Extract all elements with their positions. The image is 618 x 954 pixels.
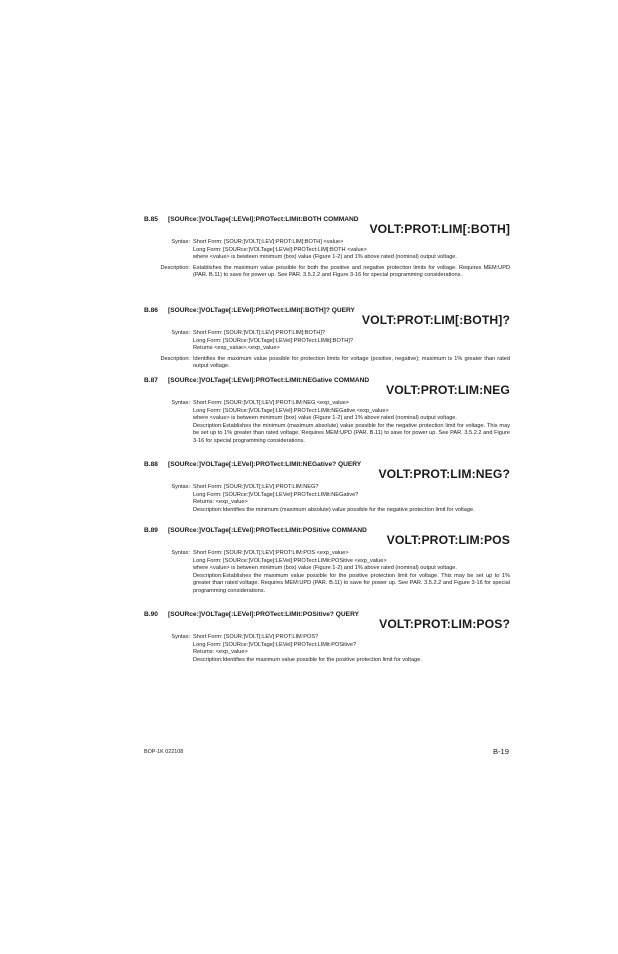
section-title: [SOURce:]VOLTage[:LEVel]:PROTect:LIMit:POSitive? QUERY xyxy=(168,611,359,618)
body-line: Short Form: [SOUR:]VOLT[:LEV]:PROT:LIM:POS? xyxy=(193,634,319,640)
syntax-row xyxy=(144,634,510,664)
section-number: B.86 xyxy=(144,307,158,314)
body-line: Long Form: [SOURce:]VOLTage[:LEVel]:PROTect:LIMit:NEGative? xyxy=(193,491,359,498)
syntax-row xyxy=(144,239,510,262)
section-title: [SOURce:]VOLTage[:LEVel]:PROTect:LIMit:BOTH COMMAND xyxy=(168,216,359,223)
body-line: Description:Establishes the minimum (maximum absolute) value possible for the negative protection limit for voltage. This may be set up to 1% greater than rated voltage. Requires MEM:UPD (PAR. B.11) to save for power up. See PAR. 3.5.2.2 and Figure 3-16 for special programming considerations. xyxy=(193,422,510,444)
command-mnemonic: VOLT:PROT:LIM:POS xyxy=(386,533,510,547)
row-label: Syntax: xyxy=(171,400,190,406)
row-label: Syntax: xyxy=(171,550,190,556)
section-b89 xyxy=(144,527,510,596)
body-line: Description:Identifies the minimum (maximum absolute) value possible for the negative protection limit for voltage. xyxy=(193,506,475,513)
row-label: Description: xyxy=(160,264,190,271)
body-line: Short Form: [SOUR:]VOLT[:LEV]:PROT:LIM:NEG <exp_value> xyxy=(193,400,349,406)
row-label: Description: xyxy=(160,355,190,362)
command-mnemonic: VOLT:PROT:LIM:NEG? xyxy=(378,467,510,481)
description-row xyxy=(144,356,510,371)
section-b90 xyxy=(144,611,510,664)
section-title: [SOURce:]VOLTage[:LEVel]:PROTect:LIMit[:BOTH]? QUERY xyxy=(168,307,355,314)
body-line: Long Form: [SOURce:]VOLTage[:LEVel]:PROTect:LIMit[:BOTH]? xyxy=(193,337,353,344)
body-line: Long Form: [SOURce:]VOLTage[:LEVel]:PROTect:LIM[:BOTH <value> xyxy=(193,246,367,253)
syntax-row xyxy=(144,330,510,353)
body-line: Returns: <exp_value> xyxy=(193,649,248,656)
body-line: Returns <exp_value>,<exp_value> xyxy=(193,345,280,352)
row-label: Syntax: xyxy=(171,330,190,336)
command-mnemonic: VOLT:PROT:LIM:POS? xyxy=(379,617,510,631)
syntax-row xyxy=(144,400,510,446)
command-mnemonic: VOLT:PROT:LIM:NEG xyxy=(385,383,510,397)
row-label: Syntax: xyxy=(171,239,190,245)
syntax-row xyxy=(144,484,510,514)
section-title: [SOURce:]VOLTage[:LEVel]:PROTect:LIMit:NEGative? QUERY xyxy=(168,461,362,468)
body-line: Long Form: [SOURce:]VOLTage[:LEVel]:PROTect:LIMit:POSitive? xyxy=(193,641,357,648)
syntax-row xyxy=(144,550,510,596)
body-line: where <value> is between minimum (box) value (Figure 1-2) and 1% above rated (nominal) output voltage. xyxy=(193,415,457,422)
section-b85 xyxy=(144,216,510,280)
body-line: Description:Identifies the maximum value possible for the positive protection limit for voltage. xyxy=(193,656,422,663)
row-label: Syntax: xyxy=(171,484,190,490)
command-mnemonic: VOLT:PROT:LIM[:BOTH]? xyxy=(361,313,510,327)
body-line: Short Form: [SOUR:]VOLT[:LEV]:PROT:LIM[:BOTH] <value> xyxy=(193,239,344,245)
section-b88 xyxy=(144,461,510,514)
section-b86 xyxy=(144,307,510,371)
section-b87 xyxy=(144,377,510,446)
body-line: Description:Establishes the maximum value possible for the positive protection limit for voltage. This may be set up to 1% greater than rated voltage. Requires MEM:UPD (PAR. B.11) to save for power up. See PAR. 3.5.2.2 and Figure 3-16 for special programming considerations. xyxy=(193,572,510,594)
section-number: B.88 xyxy=(144,461,158,468)
body-line: where <value> is bewteen minimum (box) value (Figure 1-2) and 1% above rated (nominal) output voltage. xyxy=(193,254,457,261)
description-row xyxy=(144,265,510,280)
row-label: Syntax: xyxy=(171,634,190,640)
section-number: B.89 xyxy=(144,527,158,534)
body-line: Short Form: [SOUR:]VOLT[:LEV]:PROT:LIM[:BOTH]? xyxy=(193,330,325,336)
body-line: Long Form: [SOURce:]VOLTage[:LEVel]:PROTect:LIMit:POSitive <exp_value> xyxy=(193,557,387,564)
body-line: Identifies the maximum value possible for protection limits for voltage (positive, negative); maximum is 1% greater than rated output voltage. xyxy=(193,355,510,370)
footer-document-id: BOP-1K 022108 xyxy=(144,749,184,755)
footer-page-number: B-19 xyxy=(492,747,509,756)
body-line: Short Form: [SOUR:]VOLT[:LEV]:PROT:LIM:NEG? xyxy=(193,484,319,490)
section-number: B.87 xyxy=(144,377,158,384)
section-number: B.90 xyxy=(144,611,158,618)
body-line: Short Form: [SOUR:]VOLT[:LEV]:PROT:LIM:POS <exp_value> xyxy=(193,550,349,556)
body-line: Returns: <exp_value> xyxy=(193,499,248,506)
command-mnemonic: VOLT:PROT:LIM[:BOTH] xyxy=(369,222,510,236)
section-number: B.85 xyxy=(144,216,158,223)
section-title: [SOURce:]VOLTage[:LEVel]:PROTect:LIMit:NEGative COMMAND xyxy=(168,377,370,384)
body-line: where <value> is between minimum (box) value (Figure 1-2) and 1% above rated (nominal) output voltage. xyxy=(193,565,457,572)
body-line: Establishes the maximum value possible for both the positive and negative protection limits for voltage. Requires MEM:UPD (PAR. B.11) to save for power up. See PAR. 3.5.2.2 and Figure 3-16 for special programming considerations. xyxy=(193,264,510,279)
body-line: Long Form: [SOURce:]VOLTage[:LEVel]:PROTect:LIMit:NEGative <exp_value> xyxy=(193,407,389,414)
section-title: [SOURce:]VOLTage[:LEVel]:PROTect:LIMit:POSitive COMMAND xyxy=(168,527,367,534)
